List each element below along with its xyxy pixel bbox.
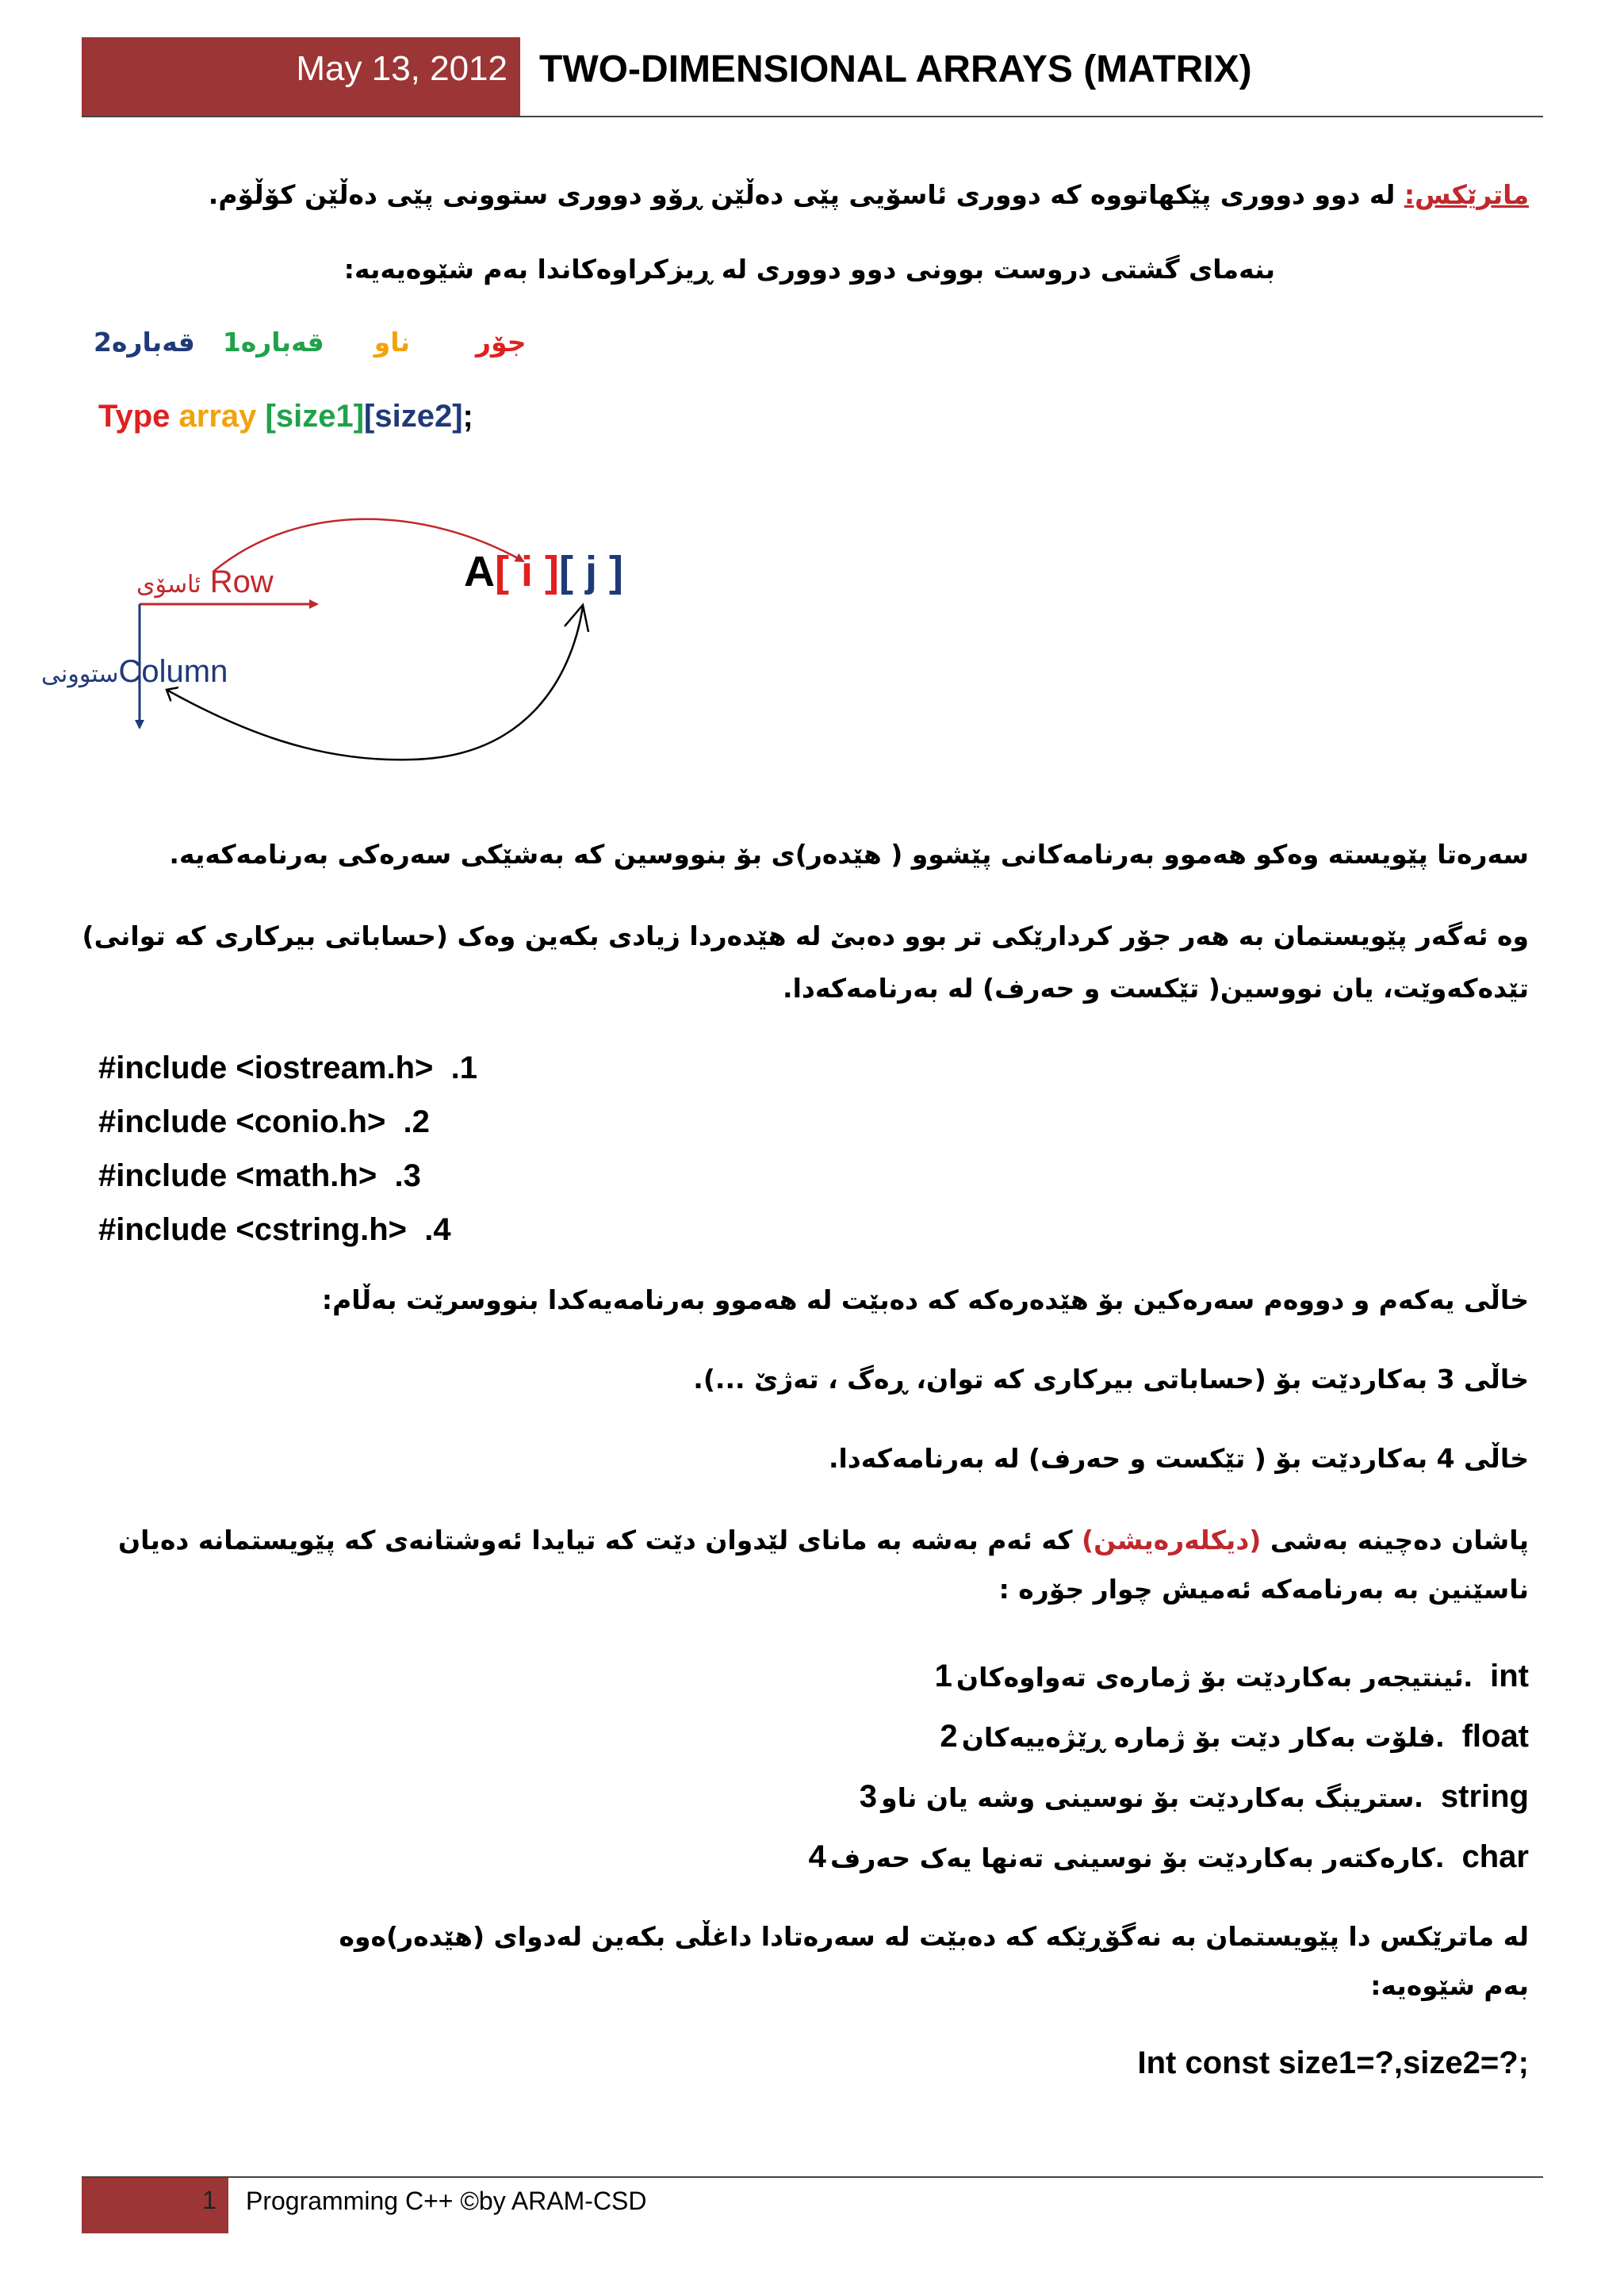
array-notation: [464, 547, 623, 596]
points-one-two-paragraph: خاڵی یەکەم و دووەم سەرەکین بۆ هێدەرەکە کە دەبێت لە هەموو بەرنامەیەکدا بنووسرێت بەڵام:: [321, 1284, 1529, 1315]
j-to-column-curve: [167, 607, 583, 760]
type-item: کارەکتەر بەکاردێت بۆ نوسینی تەنها یەک حەرف 4. char: [808, 1839, 1529, 1874]
type-item: فلۆت بەکار دێت بۆ ژمارە ڕێژەییەکان 2. float: [940, 1719, 1529, 1754]
legend-size2: قەبارە2: [94, 327, 195, 358]
header-paragraph: سەرەتا پێویستە وەکو هەموو بەرنامەکانی پێشوو ( هێدەر)ی بۆ بنووسین کە بەشێکی سەرەکی بەرنامەکەیە.: [169, 839, 1529, 870]
page-number: 1: [202, 2186, 216, 2214]
include-item: #include <iostream.h> .1: [98, 1050, 477, 1085]
header-title: TWO-DIMENSIONAL ARRAYS (MATRIX): [539, 48, 1252, 90]
declaration-term: (دیکلەرەیشن): [1082, 1525, 1262, 1556]
syntax-size1: [size1]: [265, 399, 365, 434]
array-name: A: [464, 548, 495, 595]
footer-rule: [82, 2176, 1543, 2178]
point-four-paragraph: خاڵی 4 بەکاردێت بۆ ( تێکست و حەرف) لە بەرنامەکەدا.: [828, 1443, 1529, 1474]
legend-size1: قەبارە1: [222, 327, 324, 358]
syntax-array: array: [178, 399, 257, 434]
syntax-size2: [size2]: [364, 399, 463, 434]
row-label: [136, 564, 274, 600]
index-j: [ j ]: [558, 548, 623, 595]
matrix-definition: لە دوو دووری پێکهاتووە کە دووری ئاسۆیی پێی دەڵێن ڕۆو دووری ستوونی پێی دەڵێن کۆڵۆم.: [208, 179, 1404, 210]
column-label: [41, 654, 228, 690]
include-item: #include <cstring.h> .4: [98, 1212, 451, 1247]
row-label-en: Row: [209, 564, 274, 599]
syntax-type: Type: [98, 399, 170, 434]
index-i: [ i ]: [495, 548, 559, 595]
header-date: May 13, 2012: [296, 49, 508, 88]
type-item: ستریڹگ بەکاردێت بۆ نوسینی وشە یان ناو 3. string: [859, 1779, 1529, 1814]
additional-headers-paragraph: وە ئەگەر پێویستمان بە هەر جۆر کردارێکی تر بوو دەبێ لە هێدەردا زیادی بکەین وەک (حساباتی بیرکاری کە توانی) تێدەکەوێت، یان نووسین( تێکست و حەرف) لە بەرنامەکەدا.: [82, 920, 1529, 1004]
row-label-ku: ئاسۆی: [136, 571, 201, 599]
legend-name: ناو: [373, 327, 411, 358]
types-list: [736, 1649, 1529, 1890]
general-form-text: بنەمای گشتی دروست بوونی دوو دووری لە ڕیزکراوەکاندا بەم شێوەیەیە:: [343, 254, 1275, 285]
point-three-paragraph: خاڵی 3 بەکاردێت بۆ (حساباتی بیرکاری کە توان، ڕەگ ، تەژێ ...).: [693, 1364, 1529, 1395]
syntax-line: [98, 399, 473, 434]
const-declaration: Int const size1=?,size2=?;: [1137, 2045, 1529, 2080]
declaration-paragraph: پاشان دەچینە بەشی (دیکلەرەیشن) کە ئەم بەشە بە مانای لێدوان دێت کە تیایدا ئەوشتانەی کە پێویستمانە دەیان ناسێنین بە بەرنامەکە ئەمیش چوار جۆرە :: [118, 1525, 1529, 1605]
column-label-en: Column: [118, 654, 228, 689]
include-item: #include <math.h> .3: [98, 1158, 421, 1193]
include-item: #include <conio.h> .2: [98, 1104, 430, 1139]
type-item: ئینتیجەر بەکاردێت بۆ ژمارەی تەواوەکان 1. int: [934, 1659, 1529, 1693]
legend-type: جۆر: [476, 327, 527, 358]
include-list: [98, 1041, 477, 1257]
matrix-term: ماترێکس:: [1404, 179, 1529, 210]
matrix-constant-paragraph: لە ماترێکس دا پێویستمان بە نەگۆڕێکە کە دەبێت لە سەرەتادا داغڵی بکەین لەدوای (هێدەر)ەوە بەم شێوەیە:: [339, 1921, 1529, 2001]
syntax-legend: [94, 320, 527, 365]
column-label-ku: ستوونی: [41, 660, 119, 688]
array-index-diagram: [0, 492, 714, 761]
header-rule: [82, 116, 1543, 117]
j-arrow-head: [565, 605, 588, 632]
footer-text: Programming C++ ©by ARAM-CSD: [246, 2187, 647, 2215]
intro-paragraph: [78, 173, 1529, 217]
syntax-end: ;: [462, 399, 473, 434]
